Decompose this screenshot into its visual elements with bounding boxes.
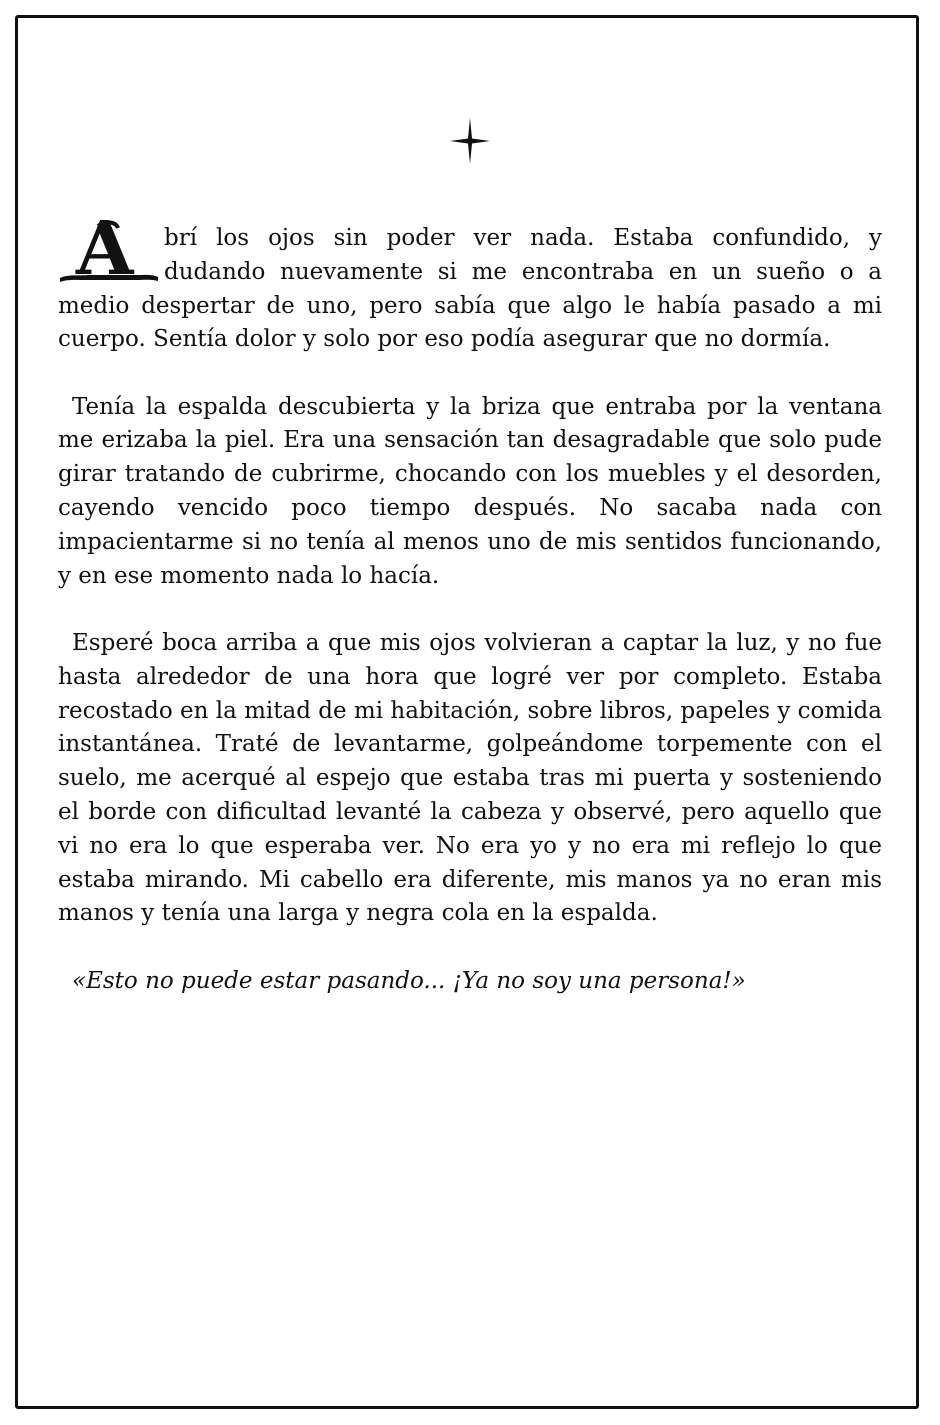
paragraph-2: Tenía la espalda descubierta y la briza que entraba por la ventana me erizaba la piel. Era una sensación tan desagradable que solo pude girar tratando de cubrirme, chocando con los muebles y el desorden, cayendo vencido poco tiempo después. No sacaba nada con impacientarme si no tenía al menos uno de mis sentidos funcionando, y en ese momento nada lo hacía.: [58, 393, 882, 589]
story-text: [58, 206, 882, 998]
paragraph-1-text: brí los ojos sin poder ver nada. Estaba confundido, y dudando nuevamente si me encontraba en un sueño o a medio despertar de uno, pero sabía que algo le había pasado a mi cuerpo. Sentía dolor y solo por eso podía asegurar que no dormía.: [58, 225, 882, 353]
paragraph-3: Esperé boca arriba a que mis ojos volvieran a captar la luz, y no fue hasta alrededor de una hora que logré ver por completo. Estaba recostado en la mitad de mi habitación, sobre libros, papeles y comida instantánea. Traté de levantarme, golpeándome torpemente con el suelo, me acerqué al espejo que estaba tras mi puerta y sosteniendo el borde con dificultad levanté la cabeza y observé, pero aquello que vi no era lo que esperaba ver. No era yo y no era mi reflejo lo que estaba mirando. Mi cabello era diferente, mis manos ya no eran mis manos y tenía una larga y negra cola en la espalda.: [58, 629, 882, 927]
paragraph-1: [58, 206, 882, 357]
closing-quote: «Esto no puede estar pasando... ¡Ya no soy una persona!»: [72, 967, 746, 994]
drop-cap: [58, 206, 162, 292]
drop-cap-letter: A: [76, 206, 134, 292]
four-point-star-icon: [450, 118, 490, 164]
